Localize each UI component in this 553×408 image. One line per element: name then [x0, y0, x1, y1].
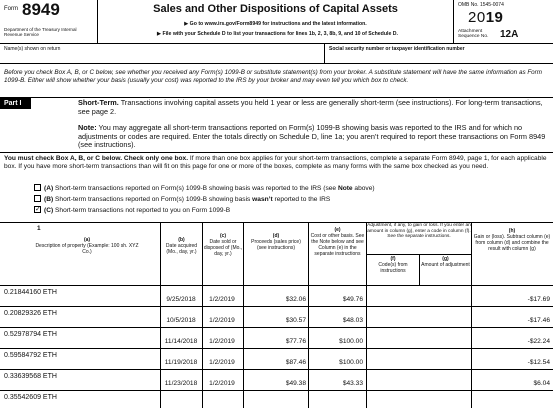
table-row — [0, 349, 553, 370]
check-instructions-rest: If more than one box applies for your short-term transactions, complete a separate Form 8949, page 1, for each applicable box. If you have more short-term transactions than will fit on this page for one or more of the boxes, complete as many forms with the same box checked as you need. — [4, 155, 547, 170]
cell-cost[interactable]: $100.00 — [339, 359, 363, 366]
cell-description[interactable]: 0.20829326 ETH — [4, 310, 57, 317]
cell-date-acquired[interactable]: 9/25/2018 — [166, 296, 196, 303]
table-row — [0, 286, 553, 307]
note-text: You may aggregate all short-term transactions reported on Form(s) 1099-B showing basis was reported to the IRS and for which no adjustments or codes are required. Enter the totals directly on Schedule D, line 1a; you aren’t required to report these transactions on Form 8949 (see instructions). — [78, 123, 546, 150]
col-e-text: Cost or other basis. See the Note below and see Column (e) in the separate instructions — [310, 232, 365, 257]
col-b-letter: (b) — [178, 237, 185, 243]
ssn-field-label: Social security number or taxpayer identification number — [329, 46, 465, 52]
col-e-header — [309, 228, 366, 258]
col-d-text: Proceeds (sales price) (see instructions) — [251, 238, 301, 251]
col-f-letter: (f) — [390, 256, 396, 262]
col-f-text: Code(s) from instructions — [378, 261, 408, 274]
table-row — [0, 328, 553, 349]
goto-instructions: ▶ Go to www.irs.gov/Form8949 for instructions and the latest information. — [184, 21, 367, 27]
cell-cost[interactable]: $100.00 — [339, 338, 363, 345]
file-with-instructions: ▶ File with your Schedule D to list your transactions for lines 1b, 2, 3, 8b, 9, and 10 of Schedule D. — [157, 31, 398, 37]
tax-year-prefix: 20 — [468, 9, 486, 26]
checkbox-c-text: Short-term transactions not reported to you on Form 1099-B — [55, 207, 231, 214]
col-f-header — [367, 257, 419, 275]
col-g-text: Amount of adjustment — [421, 261, 470, 268]
checkbox-c[interactable] — [34, 206, 41, 213]
checkbox-row-a[interactable] — [34, 184, 549, 193]
name-ssn-row — [0, 44, 553, 64]
cell-proceeds[interactable]: $87.46 — [285, 359, 306, 366]
col-h-text: Gain or (loss). Subtract column (e) from column (d) and combine the result with column (g) — [473, 233, 551, 252]
col-h-letter: (h) — [508, 228, 516, 234]
checkbox-b-text: Short-term transactions reported on Form(s) 1099-B showing basis — [55, 196, 253, 203]
checkbox-a-letter: (A) — [44, 185, 54, 192]
tax-year — [468, 9, 503, 26]
part-title — [78, 99, 549, 116]
col-a-letter: (a) — [83, 237, 91, 243]
part-bottom-divider — [0, 152, 553, 153]
cell-gain-loss[interactable]: -$22.24 — [527, 338, 550, 345]
form-word: Form — [4, 6, 18, 12]
checkbox-b-letter: (B) — [44, 196, 54, 203]
note-label: Note: — [78, 123, 97, 132]
cell-date-acquired[interactable]: 11/23/2018 — [164, 380, 198, 387]
col-b-header — [161, 238, 202, 256]
ssn-field[interactable] — [324, 44, 553, 64]
omb-number: OMB No. 1545-0074 — [458, 2, 504, 8]
cell-proceeds[interactable]: $30.57 — [285, 317, 306, 324]
cell-gain-loss[interactable]: -$17.69 — [527, 296, 550, 303]
form-title-box — [98, 0, 453, 44]
department-label: Department of the Treasury Internal Revenue Service — [4, 27, 77, 38]
table-row — [0, 391, 553, 408]
cell-date-sold[interactable]: 1/2/2019 — [209, 338, 235, 345]
cell-date-acquired[interactable]: 10/5/2018 — [166, 317, 196, 324]
col-g-letter: (g) — [442, 256, 449, 262]
part-label: Part I — [0, 98, 31, 109]
cell-proceeds[interactable]: $49.38 — [285, 380, 306, 387]
checkbox-a-tail: above) — [352, 185, 375, 192]
cell-cost[interactable]: $49.76 — [342, 296, 363, 303]
col-d-letter: (d) — [272, 233, 280, 239]
cell-gain-loss[interactable]: -$12.54 — [527, 359, 550, 366]
cell-date-sold[interactable]: 1/2/2019 — [209, 380, 235, 387]
cell-proceeds[interactable]: $77.76 — [285, 338, 306, 345]
cell-description[interactable]: 0.33639568 ETH — [4, 373, 57, 380]
col-d-header — [246, 234, 306, 252]
adjustment-header: Adjustment, if any, to gain or loss. If you enter an amount in column (g), enter a code in column (f). See the separate instructions. — [367, 222, 471, 255]
part-title-bold: Short-Term. — [78, 98, 119, 107]
form-number: 8949 — [22, 0, 60, 19]
col-b-text: Date acquired (Mo., day, yr.) — [165, 242, 198, 255]
form-title: Sales and Other Dispositions of Capital Assets — [153, 3, 398, 15]
tax-year-suffix: 19 — [485, 9, 504, 26]
table-row — [0, 370, 553, 391]
cell-description[interactable]: 0.59584792 ETH — [4, 352, 57, 359]
part-note — [78, 124, 549, 150]
form-id-box — [0, 0, 98, 44]
cell-proceeds[interactable]: $32.06 — [285, 296, 306, 303]
col-a-text: Description of property (Example: 100 sh. XYZ Co.) — [35, 242, 139, 255]
part-title-rest: Transactions involving capital assets you held 1 year or less are generally short-term (see instructions). For long-term transactions, see page 2. — [78, 98, 543, 116]
col-c-text: Date sold or disposed of (Mo., day, yr.) — [203, 238, 243, 257]
attachment-label: Attachment Sequence No. — [458, 29, 489, 40]
cell-cost[interactable]: $48.03 — [342, 317, 363, 324]
name-field-label: Name(s) shown on return — [4, 46, 61, 52]
cell-date-sold[interactable]: 1/2/2019 — [209, 317, 235, 324]
cell-date-sold[interactable]: 1/2/2019 — [209, 296, 235, 303]
table-row — [0, 307, 553, 328]
check-instructions — [4, 155, 549, 171]
checkbox-row-b[interactable] — [34, 195, 549, 204]
checkbox-b-bold: wasn’t — [252, 196, 273, 203]
form-header — [0, 0, 553, 44]
omb-box — [453, 0, 553, 44]
line-number: 1 — [37, 225, 41, 232]
cell-gain-loss[interactable]: -$17.46 — [527, 317, 550, 324]
check-instructions-bold: You must check Box A, B, or C below. Check only one box. — [4, 155, 189, 162]
col-h-header — [473, 229, 551, 253]
checkbox-c-letter: (C) — [44, 207, 54, 214]
col-c-header — [203, 234, 243, 258]
cell-date-sold[interactable]: 1/2/2019 — [209, 359, 235, 366]
sequence-number: 12A — [500, 29, 519, 40]
checkbox-b[interactable] — [34, 195, 41, 202]
checkbox-a[interactable] — [34, 184, 41, 191]
col-a-header — [32, 238, 142, 256]
cell-description[interactable]: 0.52978794 ETH — [4, 331, 57, 338]
checkbox-row-c[interactable] — [34, 206, 549, 215]
cell-cost[interactable]: $43.33 — [342, 380, 363, 387]
col-e-letter: (e) — [334, 227, 341, 233]
check-mark-icon: ✓ — [35, 205, 41, 213]
col-g-header — [420, 257, 471, 269]
checkbox-a-text: Short-term transactions reported on Form(s) 1099-B showing basis was reported to the IRS (see — [55, 185, 338, 192]
cell-description[interactable]: 0.21844160 ETH — [4, 289, 57, 296]
cell-description[interactable]: 0.35542609 ETH — [4, 394, 57, 401]
checkbox-a-bold: Note — [337, 185, 353, 192]
checkbox-b-tail: reported to the IRS — [272, 196, 331, 203]
col-c-letter: (c) — [219, 233, 227, 239]
intro-text: Before you check Box A, B, or C below, see whether you received any Form(s) 1099-B or substitute statement(s) from your broker. A substitute statement will have the same information as Form 1099-B. Either will show whether your basis (usually your cost) was reported to the IRS by your broker and may even tell you which box to check. — [4, 69, 543, 84]
cell-date-acquired[interactable]: 11/19/2018 — [164, 359, 198, 366]
cell-gain-loss[interactable]: $6.04 — [533, 380, 550, 387]
cell-date-acquired[interactable]: 11/14/2018 — [164, 338, 198, 345]
